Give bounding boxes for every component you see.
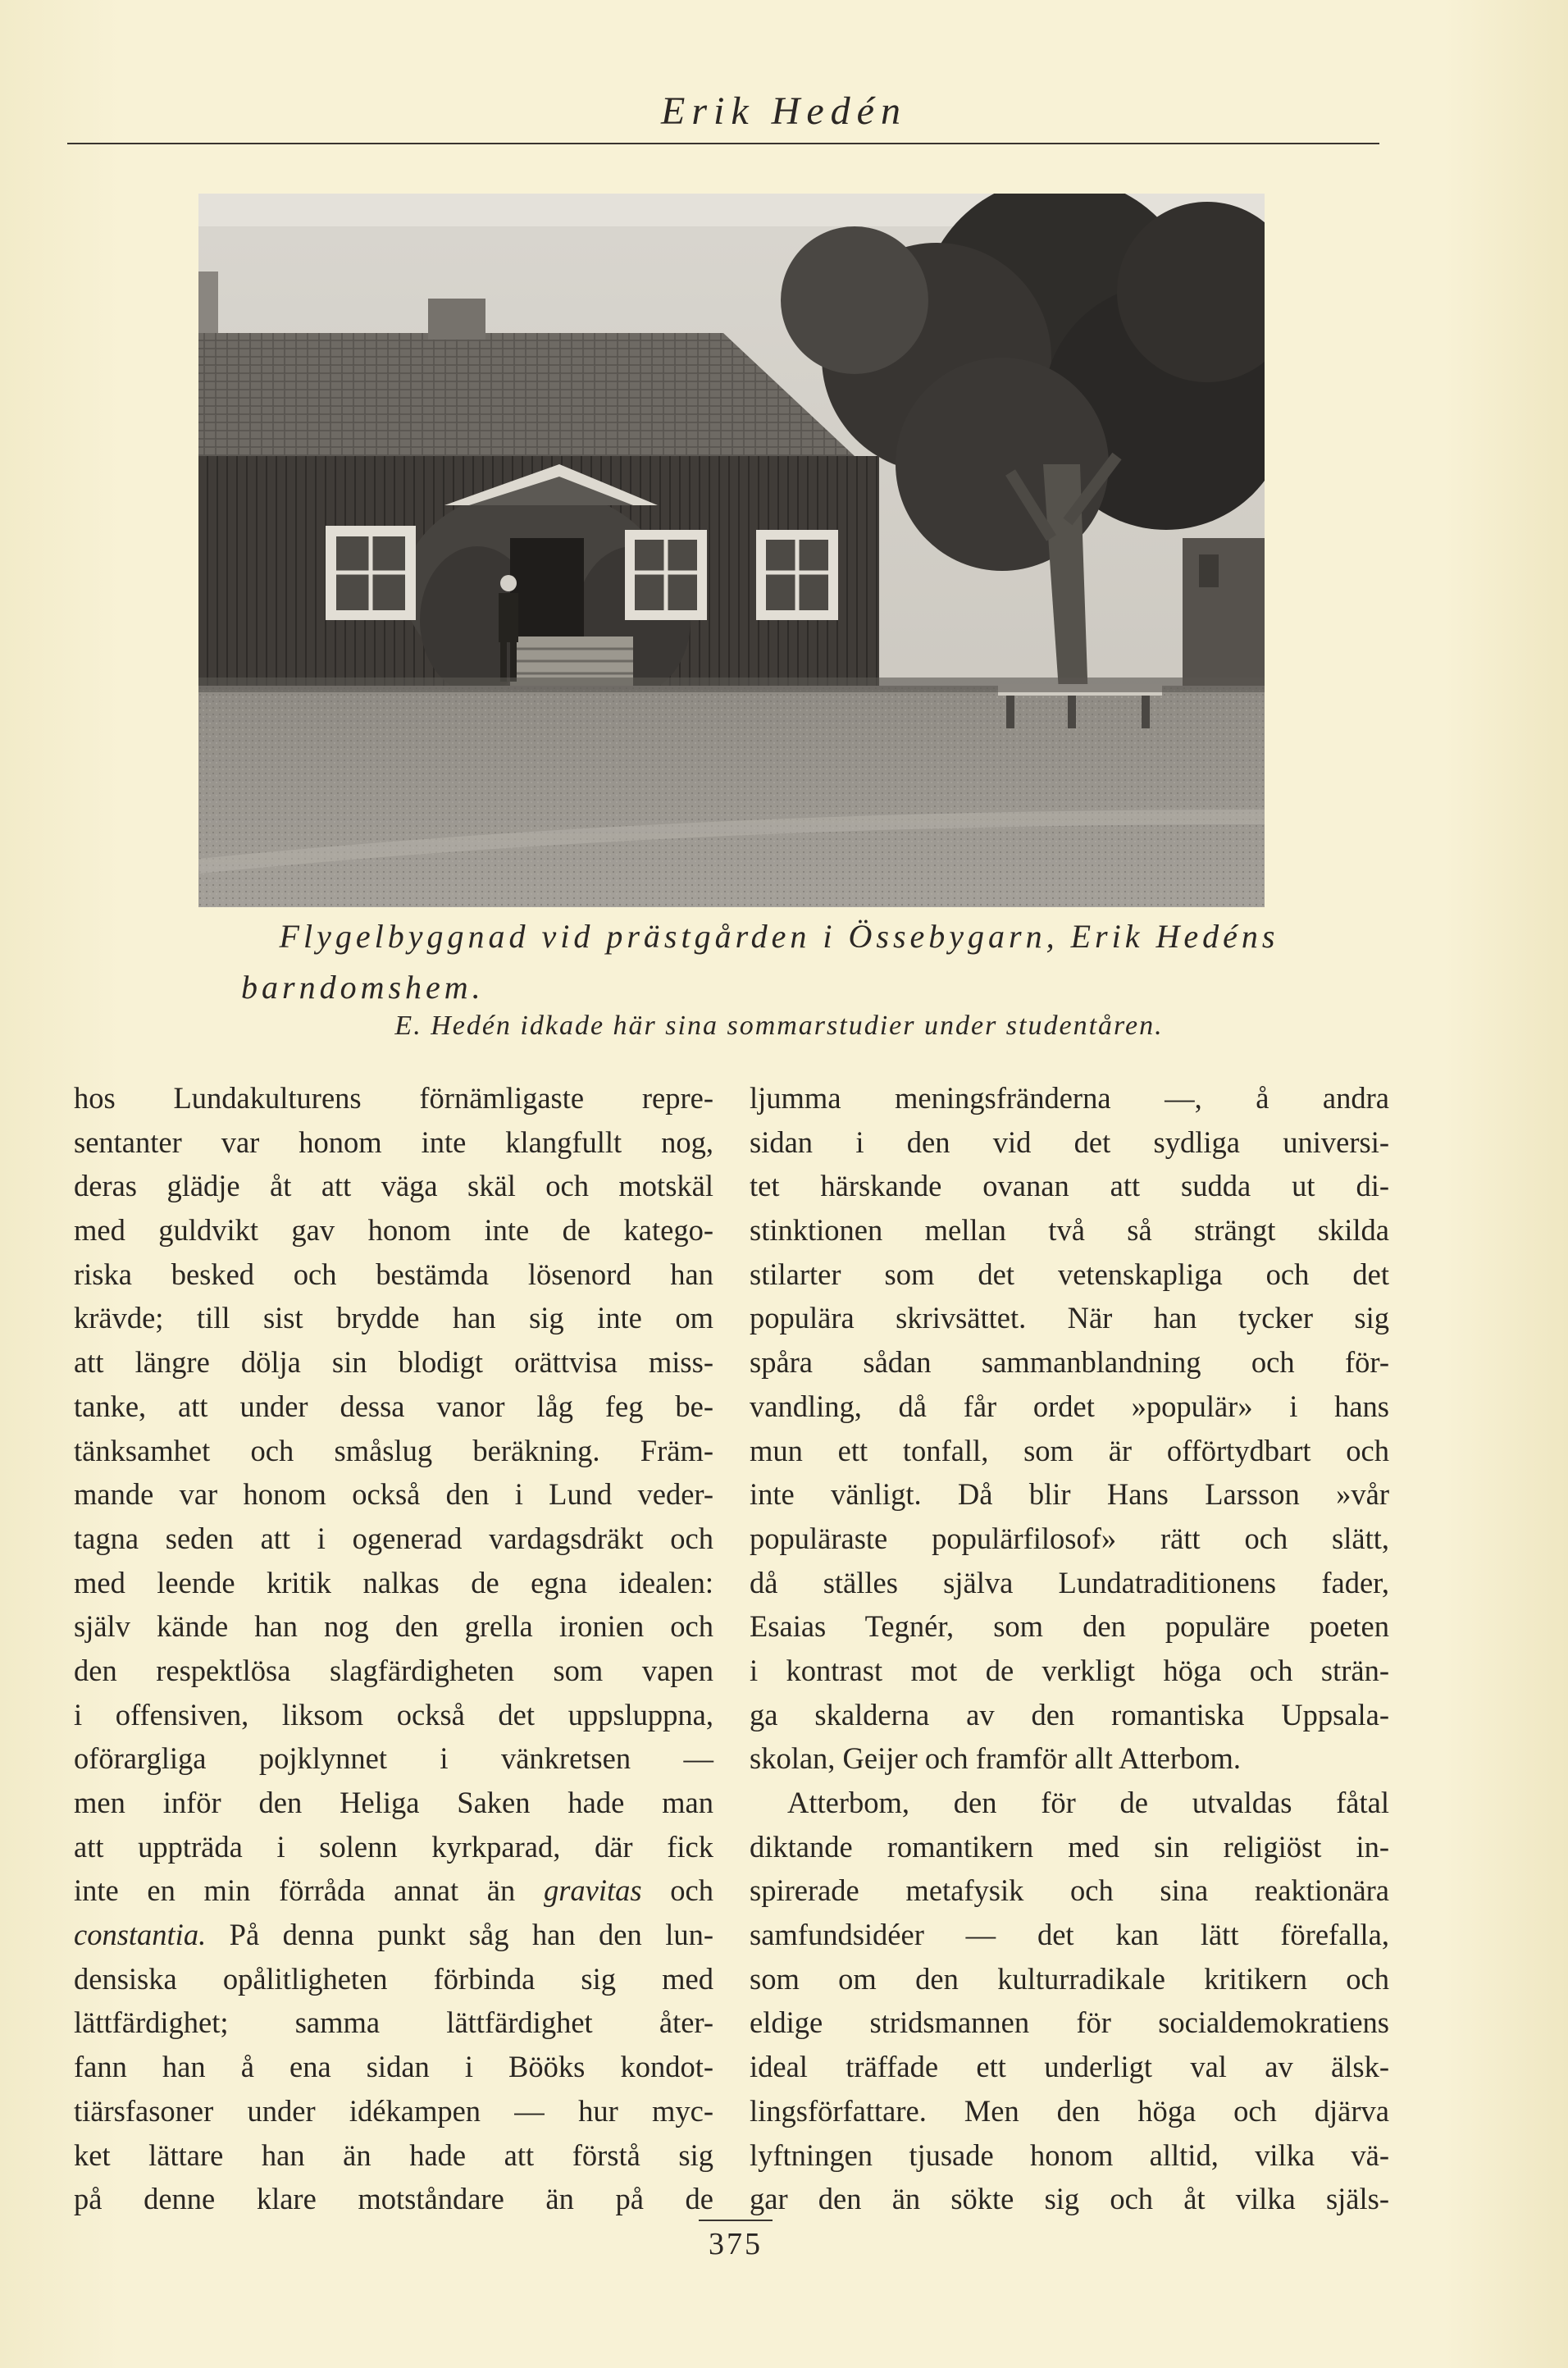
text-line: inte vänligt. Då blir Hans Larsson »vår bbox=[750, 1477, 1389, 1512]
text-line: krävde; till sist brydde han sig inte om bbox=[74, 1301, 713, 1335]
text-run: och bbox=[641, 1873, 713, 1908]
text-line: skolan, Geijer och framför allt Atterbom. bbox=[750, 1741, 1242, 1776]
house-photograph bbox=[198, 194, 1265, 907]
text-line: sidan i den vid det sydliga universi- bbox=[750, 1125, 1389, 1159]
text-column-left bbox=[74, 1076, 713, 2221]
text-line: men inför den Heliga Saken hade man bbox=[74, 1786, 713, 1819]
text-line: i offensiven, liksom också det uppsluppna, bbox=[74, 1697, 713, 1732]
text-line: oförargliga pojklynnet i vänkretsen — bbox=[74, 1741, 713, 1776]
text-line: själv kände han nog den grella ironien och bbox=[74, 1609, 713, 1644]
text-line: Atterbom, den för de utvaldas fåtal bbox=[787, 1786, 1389, 1819]
text-line: eldige stridsmannen för socialdemokratiens bbox=[750, 2005, 1389, 2040]
italic-constantia: constantia. bbox=[74, 1918, 207, 1952]
text-line: i kontrast mot de verkligt höga och strän- bbox=[750, 1653, 1389, 1687]
text-line: gar den än sökte sig och åt vilka själs- bbox=[750, 2182, 1389, 2216]
text-line: diktande romantikern med sin religiöst in- bbox=[750, 1829, 1389, 1864]
text-column-right bbox=[750, 1076, 1389, 2221]
window-right bbox=[756, 530, 838, 620]
text-line bbox=[74, 1868, 713, 1913]
text-line: tagna seden att i ogenerad vardagsdräkt och bbox=[74, 1521, 713, 1555]
text-line: populära skrivsättet. När han tycker sig bbox=[750, 1301, 1389, 1335]
figure-caption-line2: barndomshem. bbox=[241, 969, 485, 1006]
text-line: fann han å ena sidan i Bööks kondot- bbox=[74, 2050, 713, 2084]
text-run: På denna punkt såg han den lun- bbox=[206, 1918, 713, 1952]
text-run: inte en min förråda annat än bbox=[74, 1873, 544, 1908]
text-line: Esaias Tegnér, som den populäre poeten bbox=[750, 1609, 1389, 1644]
text-line: den respektlösa slagfärdigheten som vapen bbox=[74, 1653, 713, 1687]
text-line: hos Lundakulturens förnämligaste repre- bbox=[74, 1081, 713, 1115]
text-line: på denne klare motståndare än på de bbox=[74, 2182, 713, 2216]
text-line: ideal träffade ett underligt val av älsk- bbox=[750, 2050, 1389, 2084]
figure-caption-line3: E. Hedén idkade här sina sommarstudier under studentåren. bbox=[394, 1011, 1164, 1041]
text-line: med leende kritik nalkas de egna idealen: bbox=[74, 1565, 713, 1599]
running-head: Erik Hedén bbox=[661, 89, 907, 133]
text-line: ga skalderna av den romantiska Uppsala- bbox=[750, 1697, 1389, 1732]
text-line: att uppträda i solenn kyrkparad, där fick bbox=[74, 1829, 713, 1864]
page-number-rule bbox=[699, 2220, 773, 2221]
window-middle bbox=[625, 530, 707, 620]
text-line: tiärsfasoner under idékampen — hur myc- bbox=[74, 2093, 713, 2128]
figure-caption-line1: Flygelbyggnad vid prästgården i Össebygarn, Erik Hedéns bbox=[279, 918, 1279, 955]
text-line: densiska opålitligheten förbinda sig med bbox=[74, 1961, 713, 1996]
text-line: mande var honom också den i Lund veder- bbox=[74, 1477, 713, 1512]
text-line: tänksamhet och småslug beräkning. Främ- bbox=[74, 1433, 713, 1467]
text-line: populäraste populärfilosof» rätt och slätt, bbox=[750, 1521, 1389, 1555]
text-line: tanke, att under dessa vanor låg feg be- bbox=[74, 1389, 713, 1423]
text-line: lingsförfattare. Men den höga och djärva bbox=[750, 2093, 1389, 2128]
text-line: stilarter som det vetenskapliga och det bbox=[750, 1257, 1389, 1291]
text-line: riska besked och bestämda lösenord han bbox=[74, 1257, 713, 1291]
text-line: lyftningen tjusade honom alltid, vilka vä- bbox=[750, 2138, 1389, 2172]
italic-gravitas: gravitas bbox=[543, 1873, 642, 1908]
text-line: deras glädje åt att väga skäl och motskäl bbox=[74, 1169, 713, 1203]
page-number: 375 bbox=[709, 2227, 763, 2261]
text-line: lättfärdighet; samma lättfärdighet åter- bbox=[74, 2005, 713, 2040]
text-line: stinktionen mellan två så strängt skilda bbox=[750, 1213, 1389, 1248]
text-line: att längre dölja sin blodigt orättvisa miss- bbox=[74, 1345, 713, 1380]
text-line: som om den kulturradikale kritikern och bbox=[750, 1961, 1389, 1996]
window-left bbox=[326, 526, 416, 620]
text-line: ket lättare han än hade att förstå sig bbox=[74, 2138, 713, 2172]
text-line: vandling, då får ordet »populär» i hans bbox=[750, 1389, 1389, 1423]
text-line: sentanter var honom inte klangfullt nog, bbox=[74, 1125, 713, 1159]
text-line: samfundsidéer — det kan lätt förefalla, bbox=[750, 1918, 1389, 1952]
header-rule bbox=[67, 143, 1379, 144]
text-line: spirerade metafysik och sina reaktionära bbox=[750, 1873, 1389, 1908]
text-line bbox=[74, 1913, 713, 1957]
text-line: tet härskande ovanan att sudda ut di- bbox=[750, 1169, 1389, 1203]
text-line: spåra sådan sammanblandning och för- bbox=[750, 1345, 1389, 1380]
text-line: med guldvikt gav honom inte de katego- bbox=[74, 1213, 713, 1248]
text-line: då ställes själva Lundatraditionens fader, bbox=[750, 1565, 1389, 1599]
text-line: ljumma meningsfränderna —, å andra bbox=[750, 1081, 1389, 1115]
text-line: mun ett tonfall, som är offörtydbart och bbox=[750, 1433, 1389, 1467]
